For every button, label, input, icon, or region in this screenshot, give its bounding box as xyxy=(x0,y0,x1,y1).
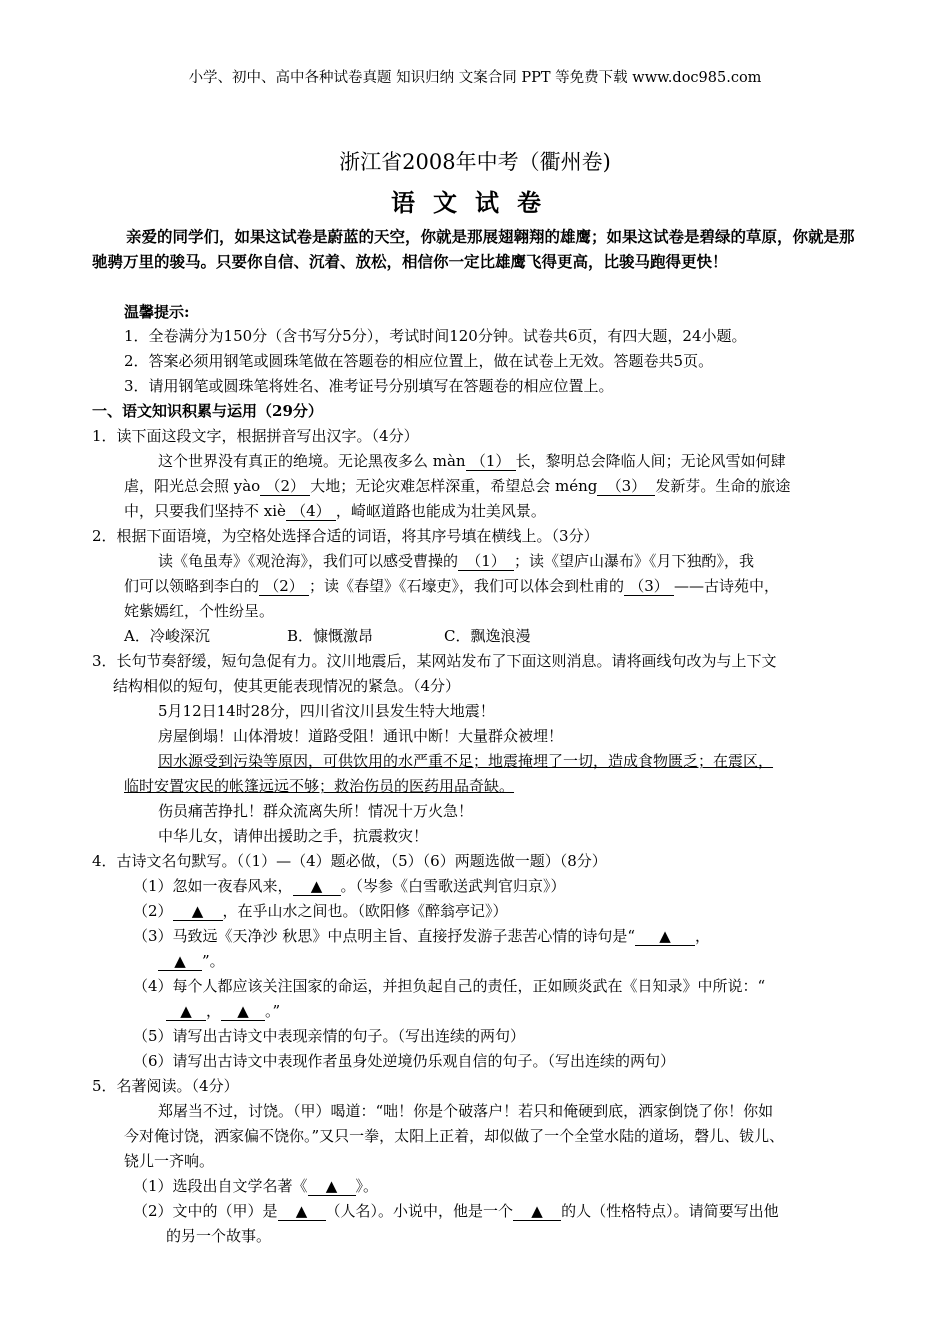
answer-blank[interactable]: （1） xyxy=(458,552,514,571)
poem-item: （5）请写出古诗文中表现亲情的句子。（写出连续的两句） xyxy=(133,1027,526,1045)
answer-blank[interactable]: ▲ xyxy=(173,902,223,921)
tip-item: 2．答案必须用钢笔或圆珠笔做在答题卷的相应位置上，做在试卷上无效。答题卷共5页。 xyxy=(124,352,714,370)
answer-blank[interactable]: ▲ xyxy=(513,1202,561,1221)
answer-blank[interactable]: （1） xyxy=(466,452,516,471)
excerpt-line: 今对俺讨饶，洒家偏不饶你。”又只一拳，太阳上正着，却似做了一个全堂水陆的道场，磬儿、钹儿、 xyxy=(124,1127,785,1145)
excerpt-line: 铙儿一齐响。 xyxy=(124,1152,215,1170)
question-5-item: （1）选段出自文学名著《 ▲ 》。 xyxy=(133,1177,379,1195)
underlined-sentence: 临时安置灾民的帐篷远远不够；救治伤员的医药用品奇缺。 xyxy=(124,777,515,795)
question-2-stem: 2．根据下面语境，为空格处选择合适的词语，将其序号填在横线上。（3分） xyxy=(92,527,599,545)
tip-item: 1．全卷满分为150分（含书写分5分），考试时间120分钟。试卷共6页，有四大题，24小题。 xyxy=(124,327,747,345)
answer-blank[interactable]: ▲ xyxy=(308,1177,356,1196)
question-5-stem: 5．名著阅读。（4分） xyxy=(92,1077,239,1095)
answer-blank[interactable]: ▲ xyxy=(278,1202,326,1221)
answer-blank[interactable]: ▲ xyxy=(635,927,695,946)
page-header: 小学、初中、高中各种试卷真题 知识归纳 文案合同 PPT 等免费下载 www.doc985.com xyxy=(188,70,762,86)
poem-item: ▲ ， ▲ 。” xyxy=(166,1001,280,1021)
news-line: 中华儿女，请伸出援助之手，抗震救灾！ xyxy=(158,827,429,845)
poem-item: （2） ▲ ，在乎山水之间也。（欧阳修《醉翁亭记》） xyxy=(133,902,508,920)
poem-item: （3）马致远《天净沙 秋思》中点明主旨、直接抒发游子悲苦心情的诗句是“ ▲ ， xyxy=(133,927,710,945)
answer-blank[interactable]: （3） xyxy=(597,477,655,496)
question-1-stem: 1．读下面这段文字，根据拼音写出汉字。（4分） xyxy=(92,427,419,445)
answer-blank[interactable]: （2） xyxy=(259,577,309,596)
poem-item: （6）请写出古诗文中表现作者虽身处逆境仍乐观自信的句子。（写出连续的两句） xyxy=(133,1052,676,1070)
poem-item: ▲ ”。 xyxy=(158,951,225,971)
intro-paragraph: 亲爱的同学们，如果这试卷是蔚蓝的天空，你就是那展翅翱翔的雄鹰；如果这试卷是碧绿的草原，你就是那驰骋万里的骏马。只要你自信、沉着、放松，相信你一定比雄鹰飞得更高，比骏马跑得更快！ xyxy=(92,227,855,271)
question-5-item: （2）文中的（甲）是 ▲ （人名）。小说中，他是一个 ▲ 的人（性格特点）。请简要写出他 xyxy=(133,1202,779,1220)
poem-item: （1）忽如一夜春风来， ▲ 。（岑参《白雪歌送武判官归京》） xyxy=(133,877,566,895)
answer-blank[interactable]: ▲ xyxy=(293,877,341,896)
question-2-line: 读《龟虽寿》《观沧海》，我们可以感受曹操的 （1） ；读《望庐山瀑布》《月下独酌》，我 xyxy=(158,552,755,570)
option-a: A．冷峻深沉 xyxy=(124,627,210,645)
question-1-line: 中，只要我们坚持不 xiè （4） ，崎岖道路也能成为壮美风景。 xyxy=(124,502,546,520)
question-2-line: 们可以领略到李白的 （2） ；读《春望》《石壕吏》，我们可以体会到杜甫的 （3） ——古诗苑中， xyxy=(124,577,780,595)
question-1-line: 虐，阳光总会照 yào （2） 大地；无论灾难怎样深重，希望总会 méng （3） 发新芽。生命的旅途 xyxy=(124,477,791,495)
answer-blank[interactable]: （4） xyxy=(286,502,336,521)
option-b: B．慷慨激昂 xyxy=(287,627,374,645)
question-2-line: 姹紫嫣红，个性纷呈。 xyxy=(124,602,275,620)
answer-blank[interactable]: （3） xyxy=(624,577,674,596)
answer-blank[interactable]: ▲ xyxy=(158,952,202,971)
poem-item: （4）每个人都应该关注国家的命运，并担负起自己的责任，正如顾炎武在《日知录》中所说：“ xyxy=(133,977,766,995)
news-line: 伤员痛苦挣扎！群众流离失所！情况十万火急！ xyxy=(158,802,474,820)
underlined-sentence: 因水源受到污染等原因，可供饮用的水严重不足；地震掩埋了一切，造成食物匮乏；在震区， xyxy=(158,752,774,770)
question-5-item: 的另一个故事。 xyxy=(166,1227,272,1245)
section-heading: 一、语文知识积累与运用（29分） xyxy=(92,402,323,420)
news-line: 房屋倒塌！山体滑坡！道路受阻！通讯中断！大量群众被埋！ xyxy=(158,727,564,745)
excerpt-line: 郑屠当不过，讨饶。（甲）喝道：“咄！你是个破落户！若只和俺硬到底，洒家倒饶了你！你如 xyxy=(158,1102,774,1120)
answer-blank[interactable]: ▲ xyxy=(166,1002,206,1021)
question-3-stem: 结构相似的短句，使其更能表现情况的紧急。（4分） xyxy=(113,677,461,695)
question-3-stem: 3．长句节奏舒缓，短句急促有力。汶川地震后，某网站发布了下面这则消息。请将画线句改为与上下文 xyxy=(92,652,777,670)
question-4-stem: 4．古诗文名句默写。（（1）—（4）题必做，（5）（6）两题选做一题）（8分） xyxy=(92,852,607,870)
question-1-line: 这个世界没有真正的绝境。无论黑夜多么 màn （1） 长，黎明总会降临人间；无论风雪如何肆 xyxy=(158,452,786,470)
tips-heading: 温馨提示: xyxy=(124,303,190,321)
answer-blank[interactable]: （2） xyxy=(260,477,310,496)
exam-subtitle: 语文试卷 xyxy=(391,188,559,217)
news-line: 5月12日14时28分，四川省汶川县发生特大地震！ xyxy=(158,702,495,720)
answer-blank[interactable]: ▲ xyxy=(221,1002,265,1021)
tip-item: 3．请用钢笔或圆珠笔将姓名、准考证号分别填写在答题卷的相应位置上。 xyxy=(124,377,614,395)
option-c: C．飘逸浪漫 xyxy=(444,627,531,645)
exam-title: 浙江省2008年中考（衢州卷) xyxy=(339,150,611,174)
